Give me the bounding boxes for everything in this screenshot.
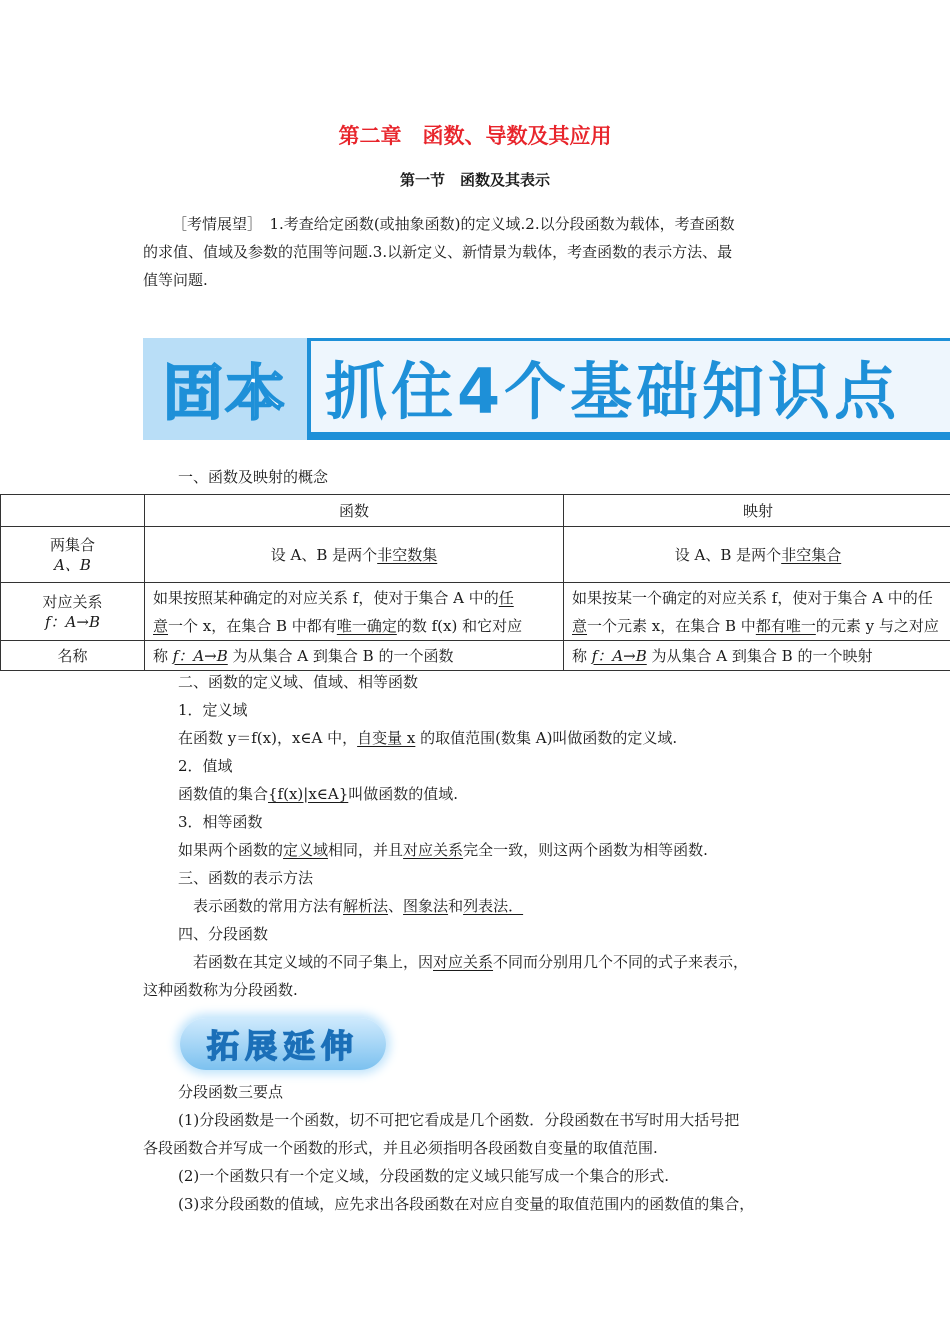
table-row	[1, 527, 950, 583]
cell-text: 称	[572, 646, 592, 665]
header-function: 函数	[145, 495, 564, 527]
underlined-key-term: 对应关系	[403, 841, 464, 859]
body-text: 若函数在其定义域的不同子集上，因	[193, 953, 434, 971]
range-text	[178, 784, 458, 804]
heading-mapping-concept: 一、函数及映射的概念	[178, 468, 329, 486]
outlook-line-1: ［考情展望］ 1.考查给定函数(或抽象函数)的定义域.2.以分段函数为载体，考查函数	[172, 215, 735, 233]
cell-text: 设 A、B 是两个	[270, 545, 378, 564]
table-row	[1, 583, 950, 641]
equal-text	[178, 840, 708, 860]
body-text: 和	[448, 897, 464, 915]
cell-function-sets	[145, 527, 564, 583]
cell-text: 如果按某一个确定的对应关系 f，使对于集合 A 中的任	[572, 588, 933, 607]
body-text: 不同而分别用几个不同的式子来表示，	[493, 953, 749, 971]
cell-function-name	[145, 641, 564, 671]
range-title: 2．值域	[178, 757, 233, 775]
cell-text: 设 A、B 是两个	[674, 545, 782, 564]
cell-text: 如果按照某种确定的对应关系 f，使对于集合 A 中的	[153, 588, 499, 607]
underlined-key-term: 非空数集	[377, 545, 438, 564]
cell-mapping-correspondence	[564, 583, 950, 641]
underlined-key-term: 解析法	[343, 897, 389, 915]
body-text: 完全一致，则这两个函数为相等函数.	[463, 841, 708, 859]
underlined-key-term: 对应关系	[433, 953, 494, 971]
underlined-key-term: 任	[498, 588, 514, 607]
methods-text	[193, 896, 523, 916]
table-row	[1, 641, 950, 671]
section-banner	[143, 338, 950, 440]
row-label-name: 名称	[1, 641, 145, 671]
point-2: (2)一个函数只有一个定义域，分段函数的定义域只能写成一个集合的形式.	[178, 1167, 670, 1185]
body-text: 、	[388, 897, 404, 915]
cell-mapping-sets	[564, 527, 950, 583]
row-label-line: f：A→B	[45, 612, 100, 631]
body-text: 相同，并且	[328, 841, 404, 859]
row-label-line: 对应关系	[42, 592, 103, 611]
equal-title: 3．相等函数	[178, 813, 263, 831]
point-3: (3)求分段函数的值域，应先求出各段函数在对应自变量的取值范围内的函数值的集合，	[178, 1195, 755, 1213]
domain-text	[178, 728, 677, 748]
underlined-key-term: 唯一确定	[336, 616, 397, 635]
point-1-line-1: (1)分段函数是一个函数，切不可把它看成是几个函数．分段函数在书写时用大括号把	[178, 1111, 740, 1129]
outlook-line-2: 的求值、值域及参数的范围等问题.3.以新定义、新情景为载体，考查函数的表示方法、最	[143, 243, 733, 261]
cell-text: 一个元素 x，在集合 B 中	[587, 616, 756, 635]
expand-badge	[180, 1018, 386, 1070]
table-corner-cell	[1, 495, 145, 527]
body-text: 表示函数的常用方法有	[193, 897, 344, 915]
underlined-key-term: 意	[572, 616, 588, 635]
underlined-key-term: 列表法．	[463, 897, 524, 915]
body-text: 的取值范围(数集 A)叫做函数的定义域.	[415, 729, 678, 747]
section-title: 第一节 函数及其表示	[399, 171, 550, 189]
banner-underline-bar	[311, 432, 950, 440]
underlined-key-term: 定义域	[283, 841, 329, 859]
underlined-key-term: 自变量 x	[357, 729, 416, 747]
header-mapping: 映射	[564, 495, 950, 527]
piecewise-line-2: 这种函数称为分段函数.	[143, 981, 298, 999]
banner-left-text: 固本	[163, 359, 287, 429]
underlined-key-term: 非空集合	[781, 545, 842, 564]
expand-badge-text: 拓展延伸	[206, 1027, 359, 1065]
outlook-line-3: 值等问题.	[143, 271, 208, 289]
banner-left-tag	[143, 338, 311, 440]
heading-piecewise: 四、分段函数	[178, 925, 269, 943]
heading-representation: 三、函数的表示方法	[178, 869, 314, 887]
heading-domain-range: 二、函数的定义域、值域、相等函数	[178, 673, 419, 691]
piecewise-line-1	[193, 952, 748, 972]
points-title: 分段函数三要点	[178, 1083, 284, 1101]
table-row	[1, 495, 950, 527]
cell-text: 的元素 y 与之对应	[815, 616, 939, 635]
cell-text: 称	[153, 646, 173, 665]
banner-right-text: 抓住4个基础知识点	[325, 355, 901, 428]
body-text: 叫做函数的值域.	[348, 785, 459, 803]
underlined-key-term: 都有唯一	[755, 616, 816, 635]
row-label-correspondence	[1, 583, 145, 641]
chapter-title: 第二章 函数、导数及其应用	[338, 123, 612, 148]
row-label-line: A、B	[54, 555, 91, 574]
body-text: 函数值的集合	[178, 785, 269, 803]
function-mapping-table	[0, 494, 950, 671]
point-1-line-2: 各段函数合并写成一个函数的形式，并且必须指明各段函数自变量的取值范围.	[143, 1139, 658, 1157]
row-label-sets	[1, 527, 145, 583]
underlined-key-term: 意	[153, 616, 169, 635]
cell-mapping-name	[564, 641, 950, 671]
cell-function-correspondence	[145, 583, 564, 641]
underlined-key-term: 图象法	[403, 897, 449, 915]
domain-title: 1．定义域	[178, 701, 248, 719]
cell-text: 一个 x，在集合 B 中都有	[168, 616, 337, 635]
banner-right-strip	[311, 338, 950, 432]
cell-text: 为从集合 A 到集合 B 的一个函数	[227, 646, 454, 665]
cell-text: 为从集合 A 到集合 B 的一个映射	[646, 646, 873, 665]
row-label-line: 两集合	[49, 535, 95, 554]
underlined-key-term: f：A→B	[591, 646, 647, 665]
underlined-key-term: {f(x)|x∈A}	[268, 785, 349, 803]
body-text: 如果两个函数的	[178, 841, 284, 859]
underlined-key-term: f：A→B	[172, 646, 228, 665]
body-text: 在函数 y＝f(x)，x∈A 中，	[178, 729, 358, 747]
cell-text: 的数 f(x) 和它对应	[396, 616, 523, 635]
